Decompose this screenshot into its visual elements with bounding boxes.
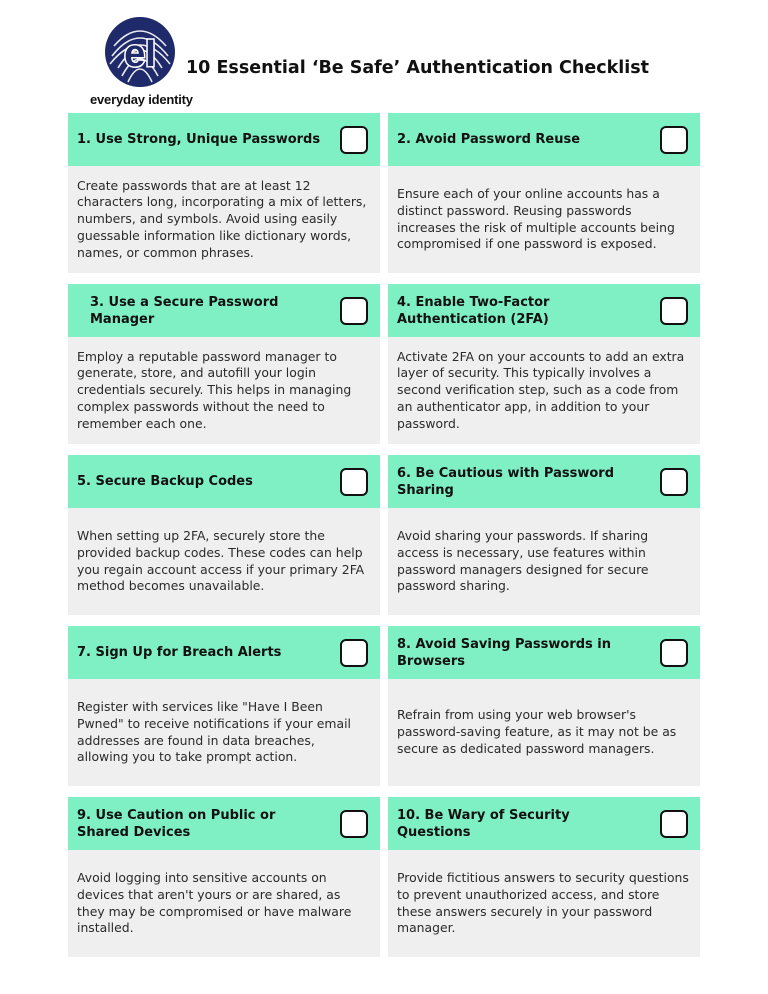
item-body [388, 508, 700, 615]
item-checkbox[interactable] [660, 639, 688, 667]
item-body [68, 337, 380, 444]
item-checkbox[interactable] [660, 468, 688, 496]
item-description: Activate 2FA on your accounts to add an extra layer of security. This typically involves a second verification step, such as a code from an authenticator app, in addition to your password. [397, 348, 685, 431]
item-body [68, 679, 380, 786]
item-header [388, 113, 700, 166]
item-description: Register with services like "Have I Been Pwned" to receive notifications if your email addresses are found in data breaches, allowing you to take prompt action. [77, 698, 351, 765]
checklist-item [68, 455, 380, 615]
item-header [68, 626, 380, 679]
item-checkbox[interactable] [340, 639, 368, 667]
item-description: Avoid sharing your passwords. If sharing access is necessary, use features within password managers designed for secure password sharing. [397, 527, 649, 594]
item-title: 1. Use Strong, Unique Passwords [77, 132, 321, 147]
item-description: Employ a reputable password manager to generate, store, and autofill your login credentials securely. This helps in managing complex passwords without the need to remember each one. [77, 348, 352, 431]
item-checkbox[interactable] [660, 297, 688, 325]
page-title: 10 Essential ‘Be Safe’ Authentication Checklist [186, 58, 650, 78]
item-checkbox[interactable] [660, 126, 688, 154]
item-body [388, 679, 700, 786]
item-checkbox[interactable] [340, 468, 368, 496]
checklist-item [68, 284, 380, 444]
brand-logo [84, 16, 194, 112]
item-title: 10. Be Wary of Security Questions [397, 807, 570, 840]
item-body [388, 337, 700, 444]
item-header [68, 455, 380, 508]
item-title: 3. Use a Secure Password Manager [90, 294, 279, 327]
item-description: Refrain from using your web browser's password-saving feature, as it may not be as secure as dedicated password managers. [397, 707, 677, 756]
item-checkbox[interactable] [340, 126, 368, 154]
item-body [388, 850, 700, 957]
item-description: Avoid logging into sensitive accounts on devices that aren't yours or are shared, as they may be compromised or have malware installed. [77, 869, 352, 936]
checklist-item [388, 284, 700, 444]
item-header [388, 626, 700, 679]
item-title: 5. Secure Backup Codes [77, 474, 253, 489]
brand-name: everyday identity [90, 92, 193, 107]
fingerprint-icon [104, 16, 176, 88]
item-checkbox[interactable] [340, 810, 368, 838]
item-body [68, 508, 380, 615]
item-header [388, 455, 700, 508]
item-description: Ensure each of your online accounts has a distinct password. Reusing passwords increases the risk of multiple accounts being compromised if one password is exposed. [397, 185, 675, 252]
item-header [68, 797, 380, 850]
item-body [68, 850, 380, 957]
item-description: Create passwords that are at least 12 characters long, incorporating a mix of letters, numbers, and symbols. Avoid using easily guessable information like dictionary words, names, or common phrases. [77, 177, 367, 260]
item-header [68, 113, 380, 166]
item-body [388, 166, 700, 273]
checklist-grid [68, 113, 700, 957]
checklist-item [68, 797, 380, 957]
item-title: 4. Enable Two-Factor Authentication (2FA) [397, 294, 550, 327]
item-header [388, 284, 700, 337]
item-title: 9. Use Caution on Public or Shared Devices [77, 807, 276, 840]
checklist-item [388, 797, 700, 957]
checklist-item [388, 626, 700, 786]
item-body [68, 166, 380, 273]
item-checkbox[interactable] [340, 297, 368, 325]
item-description: When setting up 2FA, securely store the provided backup codes. These codes can help you regain account access if your primary 2FA method becomes unavailable. [77, 527, 365, 594]
checklist-item [388, 455, 700, 615]
item-header [68, 284, 380, 337]
checklist-item [68, 626, 380, 786]
logo-monogram: eI [124, 33, 156, 75]
item-description: Provide fictitious answers to security questions to prevent unauthorized access, and store these answers securely in your password manager. [397, 869, 689, 936]
checklist-item [68, 113, 380, 273]
item-checkbox[interactable] [660, 810, 688, 838]
item-title: 7. Sign Up for Breach Alerts [77, 645, 282, 660]
item-title: 2. Avoid Password Reuse [397, 132, 581, 147]
item-header [388, 797, 700, 850]
checklist-item [388, 113, 700, 273]
item-title: 6. Be Cautious with Password Sharing [397, 465, 614, 498]
item-title: 8. Avoid Saving Passwords in Browsers [397, 636, 612, 669]
